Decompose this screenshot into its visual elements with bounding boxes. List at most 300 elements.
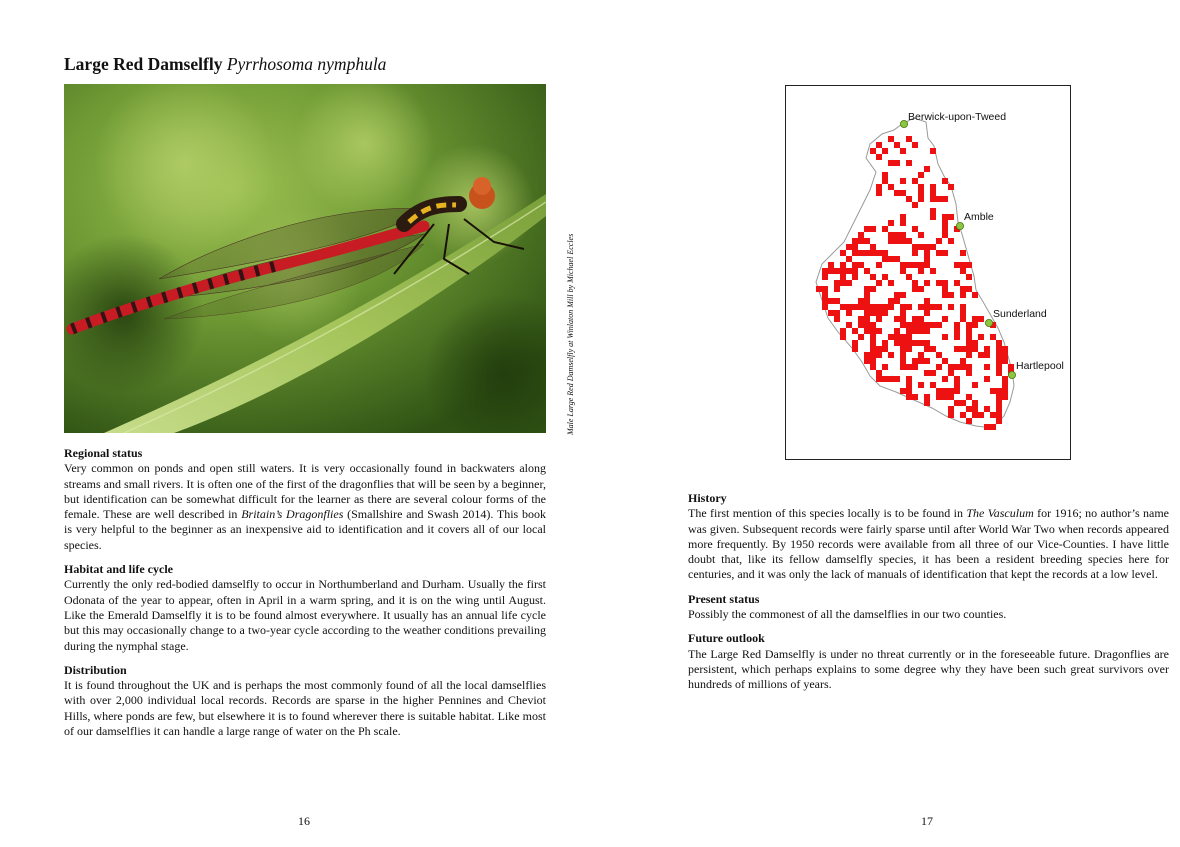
record-square bbox=[948, 406, 954, 412]
record-square bbox=[966, 418, 972, 424]
record-square bbox=[954, 334, 960, 340]
record-square bbox=[852, 238, 858, 244]
habitat-heading: Habitat and life cycle bbox=[64, 562, 173, 577]
record-square bbox=[990, 388, 996, 394]
record-square bbox=[966, 328, 972, 334]
record-square bbox=[924, 328, 930, 334]
record-square bbox=[960, 286, 966, 292]
record-square bbox=[918, 316, 924, 322]
record-square bbox=[924, 400, 930, 406]
record-square bbox=[858, 250, 864, 256]
record-square bbox=[996, 346, 1002, 352]
book-title: Britain’s Dragonflies bbox=[241, 507, 344, 522]
distribution-map-svg bbox=[786, 86, 1070, 459]
distribution-text: It is found throughout the UK and is perhaps the most commonly found of all the local damselflies with over 2,000 individual local records. Records are sparse in the higher Pennines and Cheviot Hills, where ponds are few, but elsewhere it is to found wherever there is suitable habitat. Like most of our damselflies it can handle a large range of water on the Ph scale. bbox=[64, 678, 546, 739]
record-square bbox=[858, 304, 864, 310]
record-square bbox=[876, 316, 882, 322]
town-label: Hartlepool bbox=[1016, 360, 1064, 372]
record-square bbox=[870, 310, 876, 316]
record-square bbox=[924, 304, 930, 310]
record-square bbox=[930, 244, 936, 250]
record-square bbox=[870, 358, 876, 364]
record-square bbox=[966, 322, 972, 328]
record-square bbox=[900, 148, 906, 154]
record-square bbox=[912, 280, 918, 286]
record-square bbox=[852, 244, 858, 250]
record-square bbox=[840, 274, 846, 280]
record-square bbox=[900, 292, 906, 298]
record-square bbox=[942, 196, 948, 202]
record-square bbox=[924, 250, 930, 256]
record-square bbox=[888, 334, 894, 340]
record-square bbox=[942, 388, 948, 394]
record-square bbox=[822, 298, 828, 304]
record-square bbox=[894, 334, 900, 340]
town-label: Berwick-upon-Tweed bbox=[908, 111, 1007, 123]
record-square bbox=[918, 358, 924, 364]
record-square bbox=[948, 364, 954, 370]
record-square bbox=[900, 238, 906, 244]
record-square bbox=[912, 328, 918, 334]
photo-credit: Male Large Red Damselfly at Winlaton Mill by Michael Eccles bbox=[566, 233, 575, 435]
record-square bbox=[972, 412, 978, 418]
regional-status-text: Very common on ponds and open still waters. It is very occasionally found in backwaters along streams and small rivers. It is often one of the first of the dragonflies that will be seen by a beginner, but identification can be somewhat difficult for the learner as there are several colour forms of the female. These are well described in Britain’s Dragonflies (Smallshire and Swash 2014). This book is very helpful to the beginner as an inexpensive aid to identification and it covers all of our local species. bbox=[64, 461, 546, 552]
record-square bbox=[912, 178, 918, 184]
record-square bbox=[834, 316, 840, 322]
record-square bbox=[882, 256, 888, 262]
record-square bbox=[882, 376, 888, 382]
record-square bbox=[906, 376, 912, 382]
record-square bbox=[858, 232, 864, 238]
record-square bbox=[918, 196, 924, 202]
record-square bbox=[858, 298, 864, 304]
record-square bbox=[846, 310, 852, 316]
record-square bbox=[996, 418, 1002, 424]
left-column bbox=[64, 446, 546, 748]
record-square bbox=[990, 334, 996, 340]
record-square bbox=[1002, 358, 1008, 364]
record-square bbox=[936, 304, 942, 310]
record-square bbox=[1002, 346, 1008, 352]
record-square bbox=[852, 274, 858, 280]
record-square bbox=[990, 412, 996, 418]
record-square bbox=[984, 406, 990, 412]
record-square bbox=[966, 352, 972, 358]
record-square bbox=[966, 334, 972, 340]
record-square bbox=[888, 304, 894, 310]
record-square bbox=[936, 250, 942, 256]
record-square bbox=[936, 352, 942, 358]
record-square bbox=[924, 394, 930, 400]
record-square bbox=[972, 340, 978, 346]
record-square bbox=[912, 394, 918, 400]
record-square bbox=[894, 256, 900, 262]
record-square bbox=[918, 244, 924, 250]
record-square bbox=[894, 298, 900, 304]
town-marker bbox=[985, 319, 992, 326]
record-square bbox=[822, 286, 828, 292]
journal-title: The Vasculum bbox=[966, 506, 1034, 521]
record-square bbox=[888, 256, 894, 262]
record-square bbox=[906, 304, 912, 310]
record-square bbox=[882, 340, 888, 346]
record-square bbox=[882, 310, 888, 316]
record-square bbox=[876, 352, 882, 358]
record-square bbox=[996, 388, 1002, 394]
record-square bbox=[864, 304, 870, 310]
record-square bbox=[972, 382, 978, 388]
record-square bbox=[966, 364, 972, 370]
record-square bbox=[888, 376, 894, 382]
record-square bbox=[870, 274, 876, 280]
record-square bbox=[924, 340, 930, 346]
record-square bbox=[900, 358, 906, 364]
record-square bbox=[852, 250, 858, 256]
record-square bbox=[864, 358, 870, 364]
record-square bbox=[858, 316, 864, 322]
record-square bbox=[906, 382, 912, 388]
future-outlook-text: The Large Red Damselfly is under no threat currently or in the foreseeable future. Dragonflies are persistent, which perhaps explains to some degree why they have been such great survivors over hundreds of millions of years. bbox=[688, 646, 1169, 692]
record-square bbox=[996, 400, 1002, 406]
record-square bbox=[888, 352, 894, 358]
record-square bbox=[894, 160, 900, 166]
record-square bbox=[942, 292, 948, 298]
record-square bbox=[906, 196, 912, 202]
record-square bbox=[972, 346, 978, 352]
record-square bbox=[828, 262, 834, 268]
record-square bbox=[882, 304, 888, 310]
record-square bbox=[834, 298, 840, 304]
record-square bbox=[894, 190, 900, 196]
record-square bbox=[996, 412, 1002, 418]
record-square bbox=[906, 238, 912, 244]
record-square bbox=[996, 394, 1002, 400]
record-square bbox=[918, 184, 924, 190]
record-square bbox=[912, 202, 918, 208]
record-square bbox=[900, 220, 906, 226]
record-square bbox=[864, 226, 870, 232]
record-square bbox=[930, 214, 936, 220]
record-square bbox=[894, 238, 900, 244]
record-square bbox=[954, 388, 960, 394]
record-square bbox=[876, 280, 882, 286]
record-square bbox=[870, 352, 876, 358]
record-square bbox=[888, 220, 894, 226]
record-square bbox=[906, 322, 912, 328]
record-square bbox=[954, 328, 960, 334]
record-square bbox=[876, 154, 882, 160]
record-square bbox=[828, 310, 834, 316]
record-square bbox=[906, 340, 912, 346]
record-square bbox=[966, 274, 972, 280]
record-square bbox=[894, 316, 900, 322]
record-square bbox=[954, 280, 960, 286]
record-square bbox=[900, 232, 906, 238]
record-square bbox=[942, 232, 948, 238]
record-square bbox=[846, 322, 852, 328]
record-square bbox=[954, 364, 960, 370]
record-square bbox=[870, 250, 876, 256]
record-square bbox=[852, 262, 858, 268]
record-square bbox=[876, 184, 882, 190]
record-square bbox=[924, 370, 930, 376]
record-square bbox=[840, 250, 846, 256]
record-square bbox=[876, 262, 882, 268]
record-square bbox=[870, 286, 876, 292]
record-square bbox=[942, 286, 948, 292]
record-square bbox=[864, 316, 870, 322]
record-square bbox=[888, 298, 894, 304]
record-square bbox=[942, 226, 948, 232]
record-square bbox=[972, 322, 978, 328]
record-square bbox=[894, 328, 900, 334]
record-square bbox=[846, 268, 852, 274]
record-square bbox=[960, 268, 966, 274]
record-square bbox=[906, 328, 912, 334]
distribution-heading: Distribution bbox=[64, 662, 127, 677]
record-square bbox=[822, 268, 828, 274]
record-square bbox=[948, 394, 954, 400]
record-square bbox=[858, 262, 864, 268]
record-square bbox=[966, 346, 972, 352]
record-square bbox=[918, 352, 924, 358]
record-square bbox=[846, 244, 852, 250]
record-square bbox=[900, 304, 906, 310]
record-square bbox=[966, 262, 972, 268]
record-square bbox=[966, 406, 972, 412]
record-square bbox=[1002, 352, 1008, 358]
record-square bbox=[930, 148, 936, 154]
record-square bbox=[954, 400, 960, 406]
record-square bbox=[900, 178, 906, 184]
record-square bbox=[978, 352, 984, 358]
record-square bbox=[930, 304, 936, 310]
record-square bbox=[852, 328, 858, 334]
record-square bbox=[954, 376, 960, 382]
record-square bbox=[882, 148, 888, 154]
record-square bbox=[966, 370, 972, 376]
record-square bbox=[882, 346, 888, 352]
record-square bbox=[876, 328, 882, 334]
record-square bbox=[912, 364, 918, 370]
record-square bbox=[912, 358, 918, 364]
record-square bbox=[936, 238, 942, 244]
record-square bbox=[930, 184, 936, 190]
record-square bbox=[882, 274, 888, 280]
record-square bbox=[918, 262, 924, 268]
record-square bbox=[960, 364, 966, 370]
record-square bbox=[912, 226, 918, 232]
record-square bbox=[996, 340, 1002, 346]
record-square bbox=[930, 346, 936, 352]
record-square bbox=[864, 268, 870, 274]
record-square bbox=[876, 310, 882, 316]
town-marker bbox=[956, 222, 963, 229]
record-square bbox=[888, 184, 894, 190]
record-square bbox=[948, 388, 954, 394]
record-square bbox=[900, 352, 906, 358]
record-square bbox=[960, 316, 966, 322]
record-square bbox=[942, 394, 948, 400]
record-square bbox=[828, 298, 834, 304]
record-square bbox=[834, 310, 840, 316]
record-square bbox=[846, 280, 852, 286]
record-square bbox=[870, 340, 876, 346]
record-square bbox=[822, 274, 828, 280]
record-square bbox=[924, 298, 930, 304]
record-square bbox=[894, 292, 900, 298]
record-square bbox=[900, 310, 906, 316]
distribution-map bbox=[785, 85, 1071, 460]
record-square bbox=[972, 292, 978, 298]
record-square bbox=[888, 280, 894, 286]
record-square bbox=[864, 322, 870, 328]
town-hartlepool bbox=[1008, 360, 1063, 379]
record-square bbox=[894, 340, 900, 346]
record-square bbox=[936, 364, 942, 370]
record-square bbox=[888, 136, 894, 142]
town-marker bbox=[900, 120, 907, 127]
record-square bbox=[906, 274, 912, 280]
record-square bbox=[942, 334, 948, 340]
record-square bbox=[870, 334, 876, 340]
record-square bbox=[960, 250, 966, 256]
record-square bbox=[888, 238, 894, 244]
record-square bbox=[918, 286, 924, 292]
record-square bbox=[990, 424, 996, 430]
scientific-name: Pyrrhosoma nymphula bbox=[226, 54, 387, 74]
town-marker bbox=[1008, 371, 1015, 378]
record-square bbox=[954, 346, 960, 352]
record-square bbox=[960, 358, 966, 364]
record-square bbox=[984, 376, 990, 382]
record-square bbox=[870, 364, 876, 370]
record-square bbox=[900, 364, 906, 370]
record-square bbox=[972, 316, 978, 322]
record-square bbox=[942, 358, 948, 364]
record-square bbox=[918, 232, 924, 238]
record-square bbox=[948, 214, 954, 220]
record-square bbox=[960, 346, 966, 352]
record-square bbox=[924, 256, 930, 262]
record-square bbox=[846, 304, 852, 310]
town-label: Amble bbox=[964, 211, 994, 223]
record-square bbox=[978, 412, 984, 418]
record-square bbox=[954, 322, 960, 328]
record-square bbox=[936, 322, 942, 328]
record-square bbox=[858, 322, 864, 328]
record-square bbox=[834, 268, 840, 274]
record-square bbox=[882, 172, 888, 178]
record-square bbox=[864, 310, 870, 316]
record-square bbox=[918, 268, 924, 274]
record-square bbox=[900, 214, 906, 220]
future-outlook-heading: Future outlook bbox=[688, 631, 765, 646]
record-square bbox=[960, 292, 966, 298]
record-square bbox=[912, 250, 918, 256]
record-square bbox=[966, 394, 972, 400]
record-square bbox=[906, 160, 912, 166]
record-square bbox=[888, 232, 894, 238]
record-square bbox=[906, 394, 912, 400]
record-square bbox=[918, 322, 924, 328]
present-status-heading: Present status bbox=[688, 591, 760, 606]
record-square bbox=[894, 232, 900, 238]
record-square bbox=[912, 316, 918, 322]
record-square bbox=[930, 208, 936, 214]
record-square bbox=[924, 322, 930, 328]
damselfly-photo-image bbox=[64, 84, 546, 433]
page-number-right: 17 bbox=[921, 814, 933, 828]
record-square bbox=[906, 388, 912, 394]
record-square bbox=[900, 334, 906, 340]
record-square bbox=[936, 196, 942, 202]
record-square bbox=[900, 322, 906, 328]
record-square bbox=[882, 226, 888, 232]
history-text: The first mention of this species locally is to be found in The Vasculum for 1916; no author’s name was given. Subsequent records were fairly sparse until after World War Two when records appeared more frequently. By 1950 records were available from all three of our Vice-Counties. I have little doubt that, like its fellow damselfly species, it has been a resident breeding species here for centuries, and it was only the lack of manuals of identification that kept the records at a low level. bbox=[688, 506, 1170, 582]
species-title bbox=[64, 54, 386, 75]
record-square bbox=[840, 268, 846, 274]
record-square bbox=[972, 400, 978, 406]
record-square bbox=[864, 286, 870, 292]
record-square bbox=[882, 250, 888, 256]
record-square bbox=[852, 268, 858, 274]
record-square bbox=[882, 364, 888, 370]
record-square bbox=[936, 394, 942, 400]
record-square bbox=[906, 136, 912, 142]
record-square bbox=[996, 370, 1002, 376]
record-square bbox=[828, 268, 834, 274]
record-square bbox=[918, 304, 924, 310]
record-square bbox=[900, 346, 906, 352]
record-square bbox=[816, 286, 822, 292]
record-square bbox=[852, 346, 858, 352]
record-square bbox=[858, 334, 864, 340]
record-square bbox=[876, 190, 882, 196]
record-square bbox=[870, 346, 876, 352]
record-square bbox=[888, 160, 894, 166]
record-square bbox=[906, 334, 912, 340]
record-square bbox=[822, 292, 828, 298]
record-square bbox=[900, 268, 906, 274]
record-square bbox=[912, 322, 918, 328]
present-status-text: Possibly the commonest of all the damselflies in our two counties. bbox=[688, 607, 1007, 622]
common-name: Large Red Damselfly bbox=[64, 54, 223, 74]
record-square bbox=[1002, 388, 1008, 394]
record-square bbox=[924, 346, 930, 352]
record-square bbox=[930, 322, 936, 328]
record-square bbox=[912, 286, 918, 292]
record-square bbox=[876, 142, 882, 148]
record-square bbox=[948, 292, 954, 298]
record-square bbox=[870, 322, 876, 328]
regional-status-heading: Regional status bbox=[64, 446, 143, 460]
habitat-text: Currently the only red-bodied damselfly to occur in Northumberland and Durham. Usually the first Odonata of the year to appear, often in April in a warm spring, and it is on the wing until August. Like the Emerald Damselfly it is to be found almost everywhere. It usually has an annual life cycle but this may occasionally change to a two-year cycle according to the weather conditions prevailing during the nymphal stage. bbox=[64, 577, 546, 653]
record-square bbox=[954, 262, 960, 268]
record-square bbox=[924, 262, 930, 268]
record-square bbox=[864, 328, 870, 334]
record-square bbox=[948, 304, 954, 310]
record-square bbox=[918, 190, 924, 196]
record-square bbox=[876, 370, 882, 376]
record-square bbox=[978, 316, 984, 322]
record-square bbox=[876, 250, 882, 256]
record-square bbox=[834, 280, 840, 286]
record-square bbox=[894, 142, 900, 148]
record-square bbox=[1002, 382, 1008, 388]
record-square bbox=[864, 298, 870, 304]
record-square bbox=[966, 286, 972, 292]
